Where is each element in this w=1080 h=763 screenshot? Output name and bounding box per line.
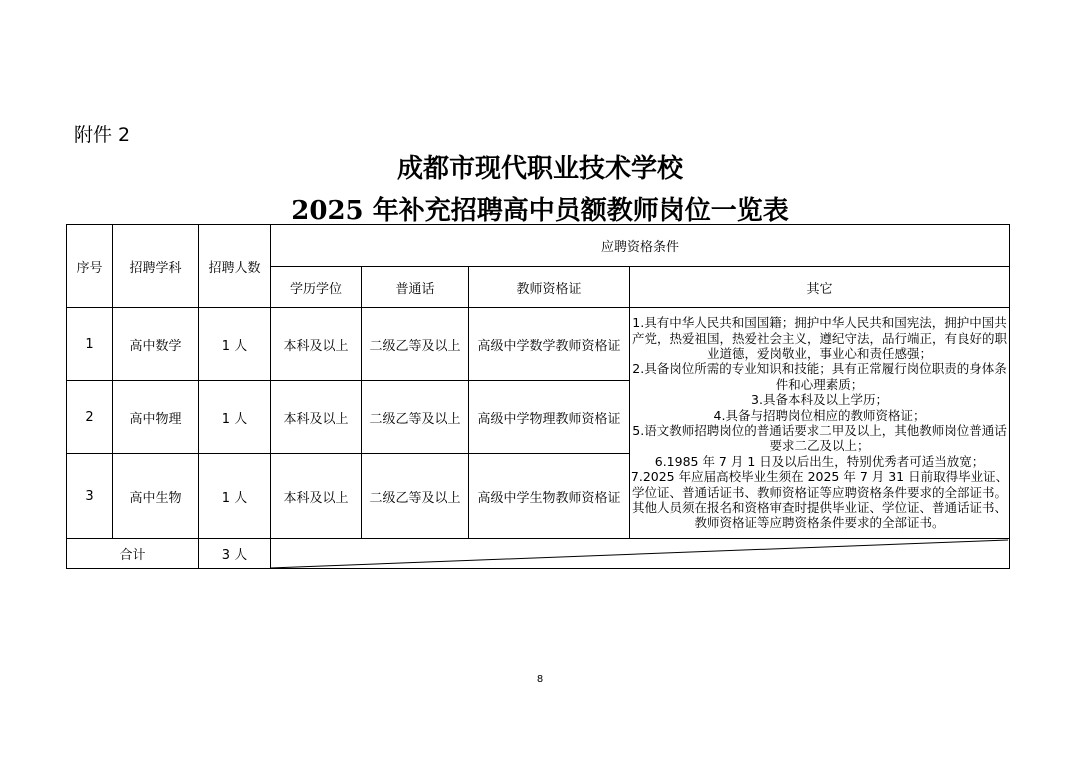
total-label: 合计 bbox=[67, 539, 199, 569]
header-subject: 招聘学科 bbox=[113, 225, 199, 308]
condition-item: 6.1985 年 7 月 1 日及以后出生，特别优秀者可适当放宽； bbox=[654, 453, 985, 469]
row-certificate: 高级中学数学教师资格证 bbox=[469, 308, 630, 381]
row-education: 本科及以上 bbox=[271, 381, 362, 454]
condition-item: 7.2025 年应届高校毕业生须在 2025 年 7 月 31 日前取得毕业证、学位证、普通话证书、教师资格证等应聘资格条件要求的全部证书。其他人员须在报名和资格审查时提供毕业证、学位证、普通话证书、教师资格证等应聘资格条件要求的全部证书。 bbox=[630, 469, 1009, 531]
blank-cell-diagonal bbox=[270, 539, 1010, 570]
header-education: 学历学位 bbox=[271, 267, 362, 308]
row-subject: 高中生物 bbox=[113, 454, 199, 539]
condition-item: 2.具备岗位所需的专业知识和技能；具有正常履行岗位职责的身体条件和心理素质； bbox=[632, 361, 1007, 392]
header-seq: 序号 bbox=[67, 225, 113, 308]
row-mandarin: 二级乙等及以上 bbox=[362, 308, 469, 381]
condition-item: 3.具备本科及以上学历； bbox=[751, 392, 888, 408]
row-education: 本科及以上 bbox=[271, 454, 362, 539]
diagonal-line bbox=[270, 540, 1008, 568]
header-count: 招聘人数 bbox=[199, 225, 271, 308]
row-mandarin: 二级乙等及以上 bbox=[362, 454, 469, 539]
page-number: 8 bbox=[536, 674, 544, 685]
row-seq: 1 bbox=[67, 308, 113, 381]
title-school: 成都市现代职业技术学校 bbox=[396, 154, 683, 184]
row-count: 1 人 bbox=[199, 381, 271, 454]
header-certificate: 教师资格证 bbox=[469, 267, 630, 308]
row-seq: 2 bbox=[67, 381, 113, 454]
header-conditions: 应聘资格条件 bbox=[271, 225, 1010, 267]
row-subject: 高中数学 bbox=[113, 308, 199, 381]
condition-item: 5.语文教师招聘岗位的普通话要求二甲及以上，其他教师岗位普通话要求二乙及以上； bbox=[632, 423, 1007, 454]
row-count: 1 人 bbox=[199, 454, 271, 539]
title-table: 2025 年补充招聘高中员额教师岗位一览表 bbox=[291, 196, 789, 226]
other-conditions bbox=[630, 308, 1010, 539]
positions-table bbox=[66, 224, 1010, 569]
row-certificate: 高级中学生物教师资格证 bbox=[469, 454, 630, 539]
row-certificate: 高级中学物理教师资格证 bbox=[469, 381, 630, 454]
row-seq: 3 bbox=[67, 454, 113, 539]
row-count: 1 人 bbox=[199, 308, 271, 381]
condition-item: 1.具有中华人民共和国国籍；拥护中华人民共和国宪法，拥护中国共产党，热爱祖国，热爱社会主义，遵纪守法，品行端正，有良好的职业道德，爱岗敬业，事业心和责任感强； bbox=[632, 315, 1008, 361]
row-mandarin: 二级乙等及以上 bbox=[362, 381, 469, 454]
condition-item: 4.具备与招聘岗位相应的教师资格证； bbox=[713, 407, 926, 423]
header-mandarin: 普通话 bbox=[362, 267, 469, 308]
header-other: 其它 bbox=[630, 267, 1010, 308]
attachment-label: 附件 2 bbox=[74, 124, 131, 146]
row-subject: 高中物理 bbox=[113, 381, 199, 454]
total-count: 3 人 bbox=[199, 539, 271, 569]
table-row bbox=[67, 308, 1010, 381]
row-education: 本科及以上 bbox=[271, 308, 362, 381]
